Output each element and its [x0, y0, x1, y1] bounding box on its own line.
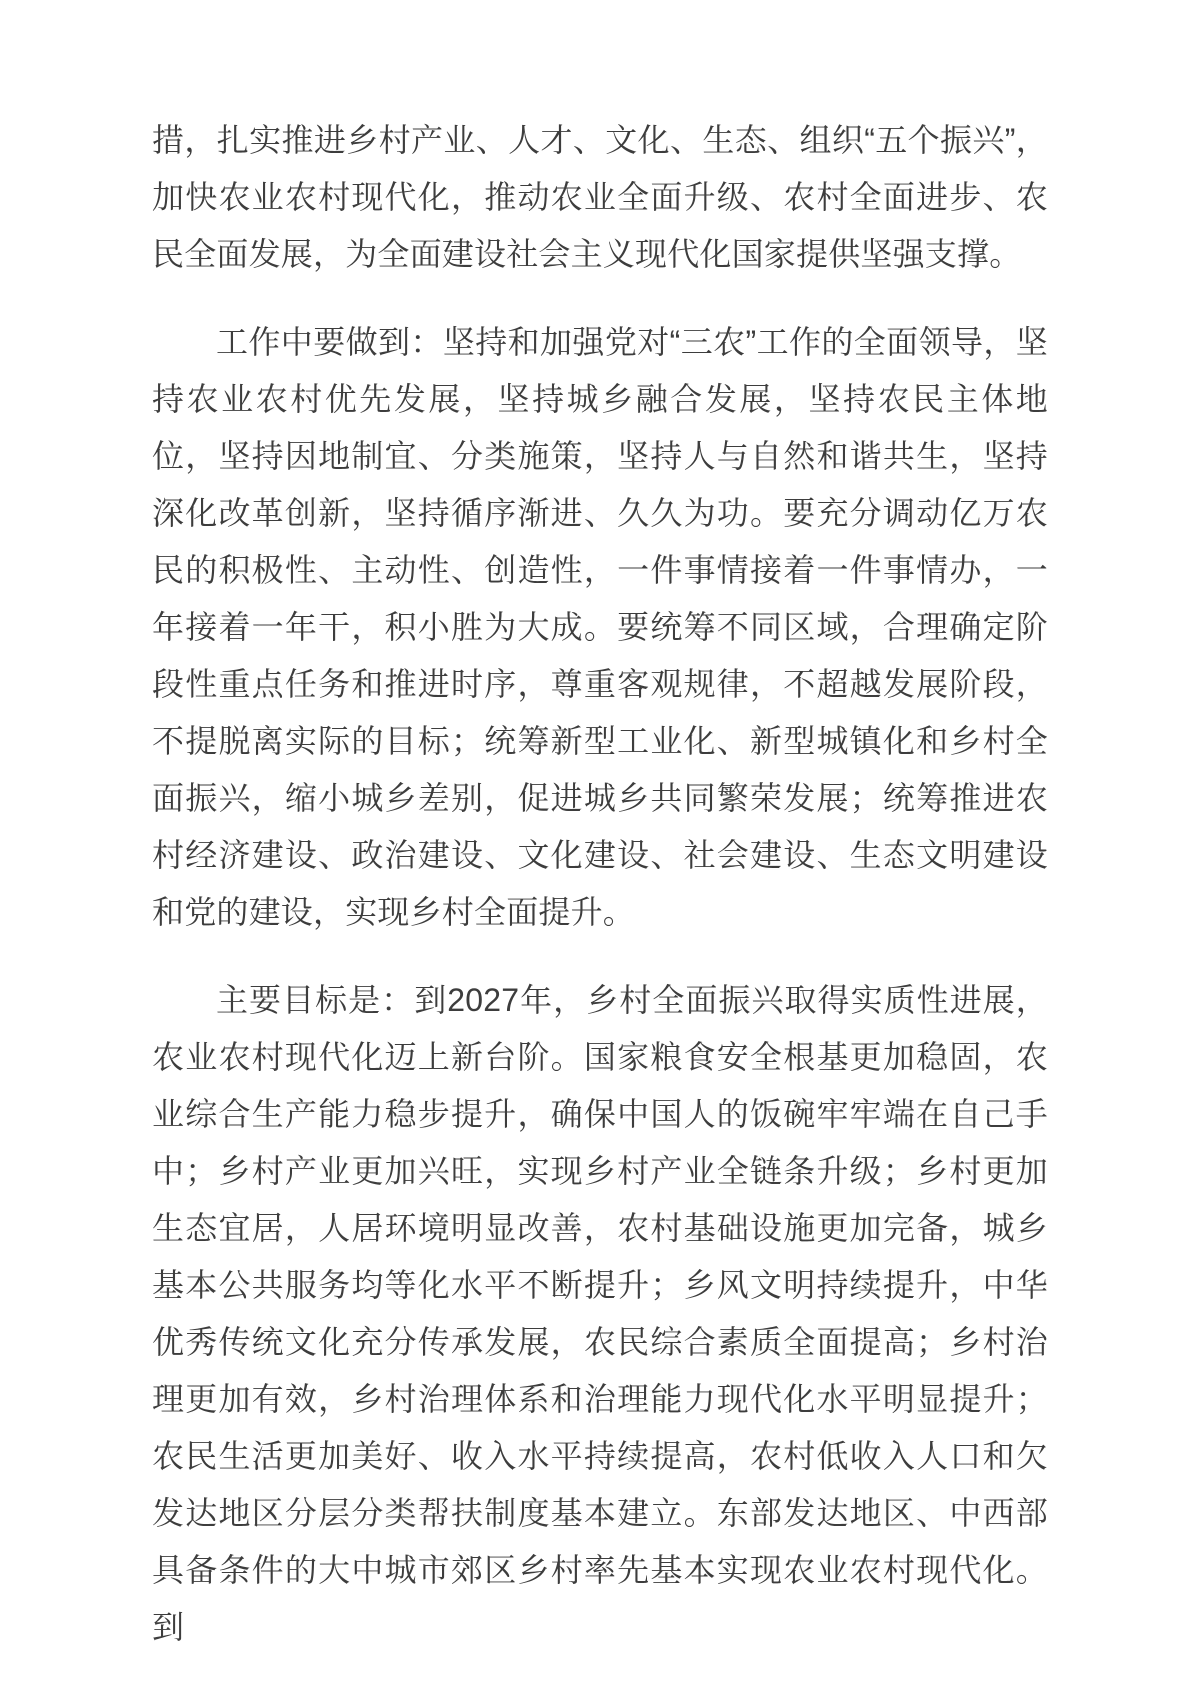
- paragraph-continuation: 措，扎实推进乡村产业、人才、文化、生态、组织“五个振兴”，加快农业农村现代化，推动农业全面升级、农村全面进步、农民全面发展，为全面建设社会主义现代化国家提供坚强支撑。: [152, 122, 1048, 272]
- paragraph-main-goals: 主要目标是：到2027年，乡村全面振兴取得实质性进展，农业农村现代化迈上新台阶。国家粮食安全根基更加稳固，农业综合生产能力稳步提升，确保中国人的饭碗牢牢端在自己手中；乡村产业更加兴旺，实现乡村产业全链条升级；乡村更加生态宜居，人居环境明显改善，农村基础设施更加完备，城乡基本公共服务均等化水平不断提升；乡风文明持续提升，中华优秀传统文化充分传承发展，农民综合素质全面提高；乡村治理更加有效，乡村治理体系和治理能力现代化水平明显提升；农民生活更加美好、收入水平持续提高，农村低收入人口和欠发达地区分层分类帮扶制度基本建立。东部发达地区、中西部具备条件的大中城市郊区乡村率先基本实现农业农村现代化。到: [152, 982, 1048, 1645]
- paragraph-work-principles: 工作中要做到：坚持和加强党对“三农”工作的全面领导，坚持农业农村优先发展，坚持城乡融合发展，坚持农民主体地位，坚持因地制宜、分类施策，坚持人与自然和谐共生，坚持深化改革创新，坚持循序渐进、久久为功。要充分调动亿万农民的积极性、主动性、创造性，一件事情接着一件事情办，一年接着一年干，积小胜为大成。要统筹不同区域，合理确定阶段性重点任务和推进时序，尊重客观规律，不超越发展阶段，不提脱离实际的目标；统筹新型工业化、新型城镇化和乡村全面振兴，缩小城乡差别，促进城乡共同繁荣发展；统筹推进农村经济建设、政治建设、文化建设、社会建设、生态文明建设和党的建设，实现乡村全面提升。: [152, 324, 1048, 930]
